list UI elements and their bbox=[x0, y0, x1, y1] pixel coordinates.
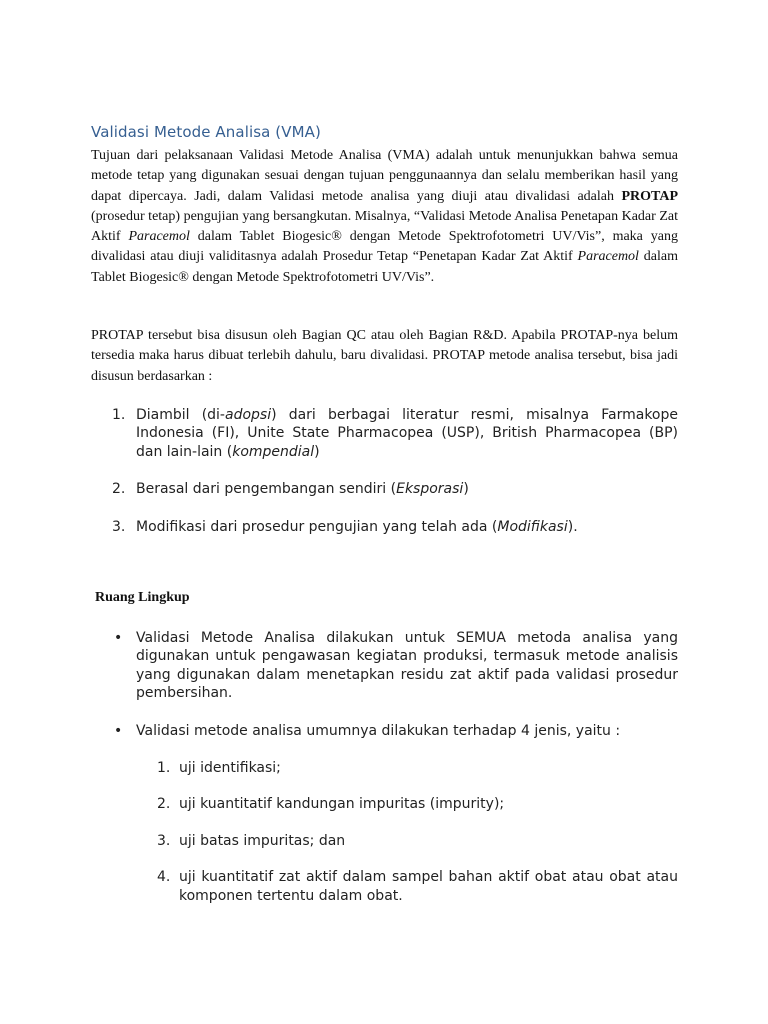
list-text: Modifikasi dari prosedur pengujian yang telah ada ( bbox=[136, 518, 498, 535]
text-run: dalam Tablet Biogesic® dengan Metode Spektrofotometri UV/Vis”. bbox=[91, 249, 678, 285]
list-item bbox=[112, 480, 678, 498]
list-text: ). bbox=[567, 518, 578, 535]
list-number: 4. bbox=[157, 869, 171, 886]
list-text: ) bbox=[314, 443, 320, 460]
bullet-item bbox=[114, 722, 678, 740]
list-number: 3. bbox=[112, 518, 126, 535]
italic-term: Modifikasi bbox=[497, 518, 568, 535]
section-heading-scope: Ruang Lingkup bbox=[95, 590, 190, 605]
bullet-icon: • bbox=[114, 630, 123, 646]
list-text: ) bbox=[463, 481, 469, 498]
paragraph-text: PROTAP tersebut bisa disusun oleh Bagian QC atau oleh Bagian R&D. Apabila PROTAP-nya belum tersedia maka harus dibuat terlebih dahulu, baru divalidasi. PROTAP metode analisa tersebut, bisa jadi disusun berdasarkan : bbox=[91, 328, 678, 384]
list-text: uji identifikasi; bbox=[179, 760, 281, 776]
section-title: Validasi Metode Analisa (VMA) bbox=[91, 123, 321, 141]
italic-term: Eksporasi bbox=[396, 481, 464, 498]
bold-term: PROTAP bbox=[621, 188, 678, 204]
test-type-list bbox=[157, 759, 678, 923]
list-number: 1. bbox=[112, 407, 126, 423]
list-item bbox=[112, 518, 678, 536]
bullet-item bbox=[114, 629, 678, 703]
italic-term: adopsi bbox=[224, 407, 272, 423]
italic-term: kompendial bbox=[232, 443, 315, 460]
list-text: Berasal dari pengembangan sendiri ( bbox=[136, 481, 397, 498]
list-text: uji batas impuritas; dan bbox=[179, 832, 346, 849]
list-number: 1. bbox=[157, 760, 171, 776]
list-text: Diambil (di- bbox=[136, 407, 225, 423]
bullet-text: Validasi Metode Analisa dilakukan untuk SEMUA metoda analisa yang digunakan untuk pengawasan kegiatan produksi, termasuk metode analisis yang digunakan dalam menetapkan residu zat aktif pada validasi prosedur pembersihan. bbox=[136, 630, 678, 702]
list-item bbox=[157, 759, 678, 777]
text-run: (prosedur tetap) pengujian yang bersangkutan. Misalnya, “Validasi Metode Analisa Penetapan Kadar Zat Aktif bbox=[91, 208, 678, 245]
list-item bbox=[112, 406, 678, 461]
bullet-text: Validasi metode analisa umumnya dilakukan terhadap 4 jenis, yaitu : bbox=[136, 722, 621, 739]
paragraph-protap bbox=[91, 326, 678, 387]
paragraph-purpose bbox=[91, 146, 678, 288]
list-number: 2. bbox=[157, 796, 171, 813]
list-text: uji kuantitatif zat aktif dalam sampel bahan aktif obat atau obat atau komponen tertentu dalam obat. bbox=[179, 869, 678, 904]
list-number: 3. bbox=[157, 832, 171, 849]
list-item bbox=[157, 832, 678, 850]
text-run: Tujuan dari pelaksanaan Validasi Metode Analisa (VMA) adalah untuk menunjukkan bahwa semua metode tetap yang digunakan sesuai dengan tujuan penggunaannya dan selalu memberikan hasil yang dapat dipercaya. Jadi, dalam Validasi metode analisa yang diuji atau divalidasi adalah bbox=[91, 148, 678, 204]
source-list bbox=[112, 406, 678, 555]
italic-term: Paracemol bbox=[577, 249, 639, 265]
list-item bbox=[157, 795, 678, 813]
list-text: ) dari berbagai literatur resmi, misalnya Farmakope Indonesia (FI), Unite State Pharmacopea (USP), British Pharmacopea (BP) dan lain-lain ( bbox=[136, 407, 678, 460]
scope-bullet-list bbox=[114, 629, 678, 759]
list-number: 2. bbox=[112, 481, 126, 498]
list-item bbox=[157, 868, 678, 905]
text-run: dalam Tablet Biogesic® dengan Metode Spektrofotometri UV/Vis”, maka yang divalidasi atau diuji validitasnya adalah Prosedur Tetap “Penetapan Kadar Zat Aktif bbox=[91, 229, 678, 265]
bullet-icon: • bbox=[114, 722, 123, 739]
italic-term: Paracemol bbox=[128, 229, 190, 245]
list-text: uji kuantitatif kandungan impuritas (impurity); bbox=[179, 796, 505, 813]
